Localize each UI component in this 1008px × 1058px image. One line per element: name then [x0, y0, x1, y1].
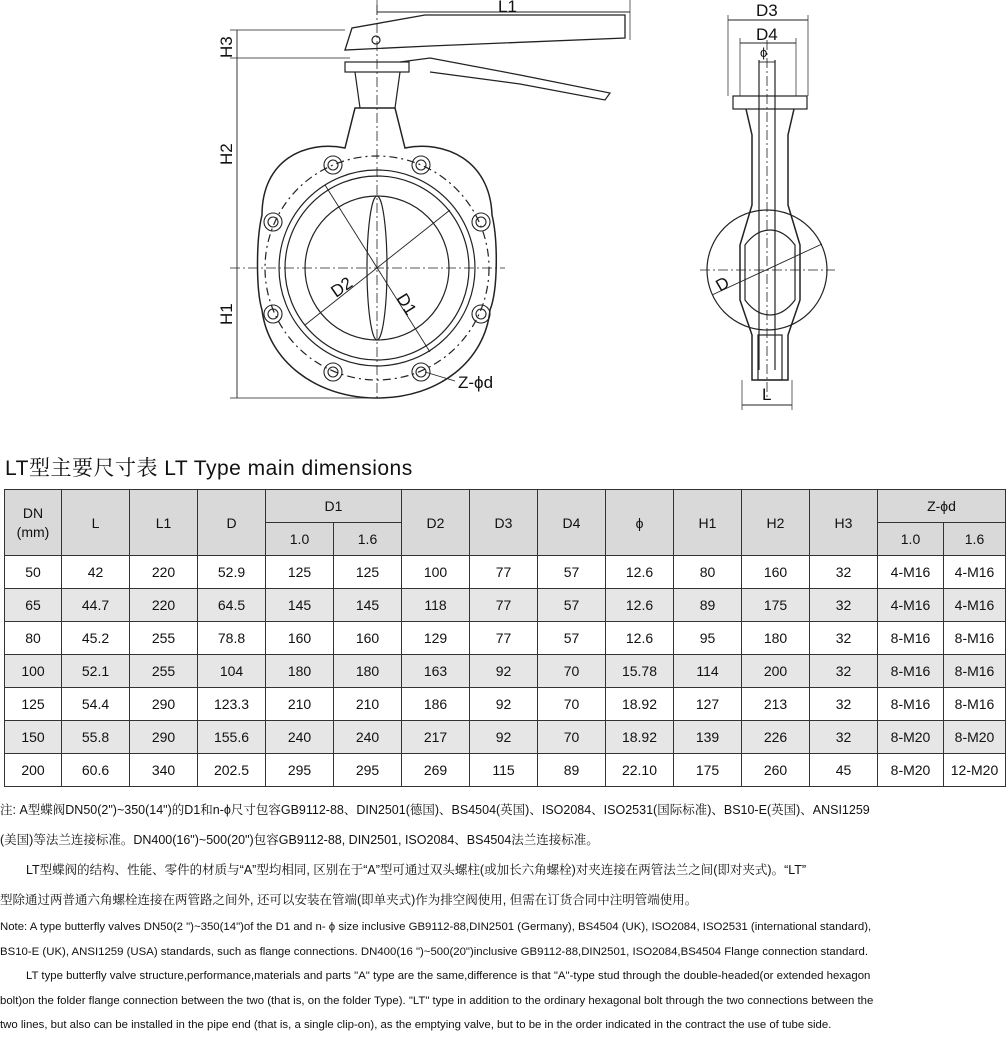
note-cn-3: LT型蝶阀的结构、性能、零件的材质与“A”型均相同, 区别在于“A”型可通过双头螺柱(或加长六角螺栓)对夹连接在两管法兰之间(即对夹式)。“LT” [26, 863, 807, 877]
side-view [700, 15, 835, 410]
table-cell: 92 [470, 655, 538, 688]
label-D3: D3 [756, 1, 778, 20]
header-L1: L1 [130, 490, 198, 556]
table-cell: 64.5 [198, 589, 266, 622]
label-D1: D1 [392, 290, 421, 319]
notes [0, 795, 1008, 1038]
table-cell: 15.78 [606, 655, 674, 688]
table-cell: 8-M20 [878, 721, 944, 754]
table-cell: 42 [62, 556, 130, 589]
label-phi: ϕ [760, 45, 768, 60]
table-cell: 200 [742, 655, 810, 688]
table-cell: 8-M16 [878, 622, 944, 655]
table-cell: 12-M20 [944, 754, 1006, 787]
table-cell: 45.2 [62, 622, 130, 655]
table-cell: 65 [5, 589, 62, 622]
label-H1: H1 [217, 303, 236, 325]
table-cell: 220 [130, 556, 198, 589]
table-cell: 4-M16 [878, 589, 944, 622]
table-cell: 92 [470, 721, 538, 754]
table-cell: 32 [810, 721, 878, 754]
table-cell: 52.9 [198, 556, 266, 589]
table-cell: 32 [810, 622, 878, 655]
table-cell: 45 [810, 754, 878, 787]
table-cell: 55.8 [62, 721, 130, 754]
header-H2: H2 [742, 490, 810, 556]
table-title: LT型主要尺寸表 LT Type main dimensions [5, 457, 413, 480]
table-cell: 8-M16 [944, 622, 1006, 655]
table-cell: 77 [470, 589, 538, 622]
dimensions-table [4, 489, 1006, 787]
table-cell: 139 [674, 721, 742, 754]
table-cell: 70 [538, 655, 606, 688]
table-cell: 240 [334, 721, 402, 754]
header-dn: DN (mm) [5, 490, 62, 556]
note-en-5: two lines, but also can be installed in the pipe end (that is, a single clip-on), as the emptying valve, but to be in the order indicated in the contract the use of tube side. [0, 1019, 832, 1031]
label-L1: L1 [498, 0, 517, 16]
header-Zd: Z-ϕd [878, 490, 1006, 523]
table-cell: 52.1 [62, 655, 130, 688]
table-row [5, 622, 1006, 655]
table-row [5, 721, 1006, 754]
table-cell: 4-M16 [944, 556, 1006, 589]
table-cell: 226 [742, 721, 810, 754]
table-cell: 4-M16 [944, 589, 1006, 622]
table-cell: 145 [334, 589, 402, 622]
table-cell: 175 [674, 754, 742, 787]
header-D: D [198, 490, 266, 556]
table-cell: 269 [402, 754, 470, 787]
table-cell: 290 [130, 721, 198, 754]
table-cell: 8-M16 [878, 688, 944, 721]
note-en-3: LT type butterfly valve structure,performance,materials and parts "A" type are the same,difference is that "A"-type stud through the double-headed(or extended hexagon [26, 970, 871, 982]
header-H3: H3 [810, 490, 878, 556]
table-cell: 78.8 [198, 622, 266, 655]
table-cell: 210 [266, 688, 334, 721]
table-cell: 125 [5, 688, 62, 721]
note-en-1: Note: A type butterfly valves DN50(2 ")~350(14")of the D1 and n- ϕ size inclusive GB9112-88,DIN2501 (Germany), BS4504 (UK), ISO2084, ISO2531 (international standard), [0, 921, 872, 933]
valve-technical-drawing [0, 0, 1008, 440]
table-cell: 200 [5, 754, 62, 787]
note-cn-4: 型除通过两普通六角螺栓连接在两管路之间外, 还可以安装在管端(即单夹式)作为排空阀使用, 但需在订货合同中注明管端使用。 [0, 893, 698, 907]
table-cell: 340 [130, 754, 198, 787]
table-cell: 160 [266, 622, 334, 655]
table-cell: 57 [538, 589, 606, 622]
note-en-2: BS10-E (UK), ANSI1259 (USA) standards, such as flange connections. DN400(16 ")~500(20")inclusive GB9112-88,DIN2501, ISO2084,BS4504 Flange connection standard. [0, 945, 869, 958]
table-cell: 70 [538, 688, 606, 721]
table-cell: 12.6 [606, 556, 674, 589]
table-cell: 220 [130, 589, 198, 622]
table-cell: 89 [538, 754, 606, 787]
table-cell: 125 [334, 556, 402, 589]
header-phi: ϕ [606, 490, 674, 556]
front-view [230, 0, 630, 400]
table-cell: 4-M16 [878, 556, 944, 589]
table-cell: 255 [130, 622, 198, 655]
table-cell: 95 [674, 622, 742, 655]
table-cell: 44.7 [62, 589, 130, 622]
table-cell: 57 [538, 556, 606, 589]
table-cell: 255 [130, 655, 198, 688]
table-cell: 8-M16 [944, 655, 1006, 688]
table-cell: 123.3 [198, 688, 266, 721]
table-cell: 290 [130, 688, 198, 721]
table-cell: 60.6 [62, 754, 130, 787]
table-cell: 150 [5, 721, 62, 754]
table-cell: 8-M16 [944, 688, 1006, 721]
table-cell: 80 [5, 622, 62, 655]
table-cell: 32 [810, 589, 878, 622]
header-Zd-1.6: 1.6 [944, 523, 1006, 556]
header-Zd-1.0: 1.0 [878, 523, 944, 556]
table-row [5, 688, 1006, 721]
table-cell: 22.10 [606, 754, 674, 787]
note-cn-2: (美国)等法兰连接标准。DN400(16")~500(20")包容GB9112-88, DIN2501, ISO2084、BS4504法兰连接标准。 [0, 833, 599, 847]
table-cell: 202.5 [198, 754, 266, 787]
label-D2: D2 [327, 273, 357, 302]
table-cell: 180 [266, 655, 334, 688]
label-D4: D4 [756, 25, 778, 44]
table-cell: 8-M20 [878, 754, 944, 787]
table-row [5, 655, 1006, 688]
label-H3: H3 [217, 36, 236, 58]
table-cell: 32 [810, 688, 878, 721]
header-D4: D4 [538, 490, 606, 556]
table-cell: 100 [5, 655, 62, 688]
table-cell: 100 [402, 556, 470, 589]
table-cell: 114 [674, 655, 742, 688]
note-cn-1: 注: A型蝶阀DN50(2")~350(14")的D1和n-ϕ尺寸包容GB9112-88、DIN2501(德国)、BS4504(英国)、ISO2084、ISO2531(国际标准)、BS10-E(英国)、ANSI1259 [0, 803, 870, 817]
table-cell: 260 [742, 754, 810, 787]
table-cell: 104 [198, 655, 266, 688]
label-H2: H2 [217, 143, 236, 165]
table-cell: 217 [402, 721, 470, 754]
table-row [5, 754, 1006, 787]
table-cell: 180 [334, 655, 402, 688]
header-D2: D2 [402, 490, 470, 556]
table-cell: 175 [742, 589, 810, 622]
table-cell: 160 [742, 556, 810, 589]
table-cell: 180 [742, 622, 810, 655]
header-D3: D3 [470, 490, 538, 556]
table-cell: 240 [266, 721, 334, 754]
table-cell: 70 [538, 721, 606, 754]
table-cell: 12.6 [606, 622, 674, 655]
header-D1-1.0: 1.0 [266, 523, 334, 556]
table-cell: 118 [402, 589, 470, 622]
table-cell: 163 [402, 655, 470, 688]
table-cell: 12.6 [606, 589, 674, 622]
label-Zd: Z-ϕd [458, 373, 494, 392]
header-D1-1.6: 1.6 [334, 523, 402, 556]
table-cell: 295 [266, 754, 334, 787]
table-cell: 32 [810, 556, 878, 589]
table-cell: 125 [266, 556, 334, 589]
label-D: D [712, 272, 733, 296]
table-cell: 57 [538, 622, 606, 655]
note-en-4: bolt)on the folder flange connection between the two (that is, on the folder Type). "LT" type in addition to the ordinary hexagonal bolt through the two connections between the [0, 994, 874, 1007]
table-cell: 186 [402, 688, 470, 721]
header-D1: D1 [266, 490, 402, 523]
table-row [5, 556, 1006, 589]
table-cell: 18.92 [606, 688, 674, 721]
table-cell: 32 [810, 655, 878, 688]
table-cell: 115 [470, 754, 538, 787]
table-cell: 160 [334, 622, 402, 655]
table-cell: 77 [470, 556, 538, 589]
table-cell: 8-M16 [878, 655, 944, 688]
table-cell: 210 [334, 688, 402, 721]
header-H1: H1 [674, 490, 742, 556]
table-cell: 213 [742, 688, 810, 721]
table-cell: 295 [334, 754, 402, 787]
table-cell: 77 [470, 622, 538, 655]
table-cell: 129 [402, 622, 470, 655]
table-cell: 50 [5, 556, 62, 589]
table-cell: 92 [470, 688, 538, 721]
table-cell: 145 [266, 589, 334, 622]
table-cell: 80 [674, 556, 742, 589]
table-cell: 155.6 [198, 721, 266, 754]
table-row [5, 589, 1006, 622]
table-cell: 89 [674, 589, 742, 622]
table-cell: 127 [674, 688, 742, 721]
table-cell: 54.4 [62, 688, 130, 721]
table-cell: 8-M20 [944, 721, 1006, 754]
label-L: L [762, 385, 772, 404]
table-cell: 18.92 [606, 721, 674, 754]
header-L: L [62, 490, 130, 556]
